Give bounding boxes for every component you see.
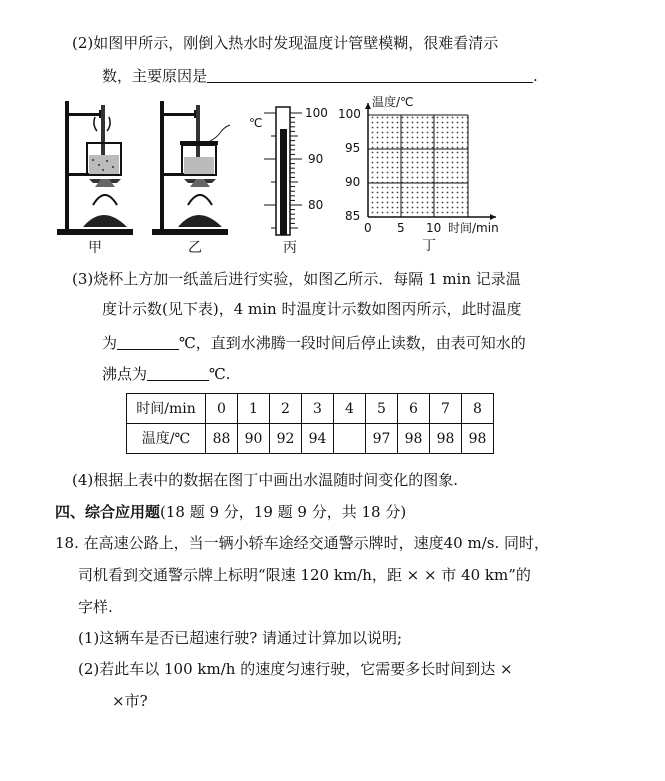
q18-sub2-line1: (2)若此车以 100 km/h 的速度匀速行驶，它需要多长时间到达 × xyxy=(78,660,513,678)
q3-line4-pre: 沸点为 xyxy=(102,365,148,383)
q4-text: (4)根据上表中的数据在图丁中画出水温随时间变化的图象. xyxy=(72,471,459,489)
figure-ding-graph[interactable] xyxy=(360,100,500,225)
graph-ylabel: 温度/℃ xyxy=(372,95,414,109)
graph-ytick-100: 100 xyxy=(338,107,361,121)
graph-xtick-5: 5 xyxy=(397,221,405,235)
q2-line2 xyxy=(102,67,538,84)
table-cell-temp: 88 xyxy=(206,424,238,454)
q18-sub2-line2: ×市? xyxy=(112,692,148,710)
answer-blank-q2[interactable] xyxy=(207,67,533,83)
table-cell-time: 0 xyxy=(206,394,238,424)
figure-jia-label: 甲 xyxy=(88,240,102,256)
figure-yi-label: 乙 xyxy=(188,240,202,256)
table-cell-time: 8 xyxy=(462,394,494,424)
q3-line4-post: ℃. xyxy=(209,365,231,383)
table-cell-temp: 97 xyxy=(366,424,398,454)
q3-line4 xyxy=(102,365,231,382)
graph-xtick-0: 0 xyxy=(364,221,372,235)
thermometer-tick-100: 100 xyxy=(305,106,328,120)
table-cell-temp: 92 xyxy=(270,424,302,454)
q18-line1: 18. 在高速公路上，当一辆小轿车途经交通警示牌时，速度40 m/s. 同时， xyxy=(55,534,549,552)
table-cell-temp: 98 xyxy=(430,424,462,454)
q18-sub1: (1)这辆车是否已超速行驶? 请通过计算加以说明; xyxy=(78,629,403,647)
table-cell-time: 5 xyxy=(366,394,398,424)
answer-blank-temperature[interactable] xyxy=(117,334,179,350)
table-head-time: 时间/min xyxy=(127,394,206,424)
temperature-table xyxy=(126,393,494,454)
table-cell-time: 1 xyxy=(238,394,270,424)
table-cell-temp: 98 xyxy=(398,424,430,454)
graph-ytick-90: 90 xyxy=(345,175,361,189)
table-cell-temp-blank[interactable] xyxy=(334,424,366,454)
table-head-temperature: 温度/℃ xyxy=(127,424,206,454)
figure-bing-label: 丙 xyxy=(283,240,297,256)
table-cell-time: 6 xyxy=(398,394,430,424)
table-cell-temp: 90 xyxy=(238,424,270,454)
table-cell-time: 4 xyxy=(334,394,366,424)
thermometer-unit: ℃ xyxy=(249,116,263,130)
q3-line3-pre: 为 xyxy=(102,334,118,352)
table-cell-temp: 98 xyxy=(462,424,494,454)
figure-jia-apparatus xyxy=(55,95,135,240)
q2-line1: (2)如图甲所示，刚倒入热水时发现温度计管壁模糊，很难看清示 xyxy=(72,34,499,52)
q3-line1: (3)烧杯上方加一纸盖后进行实验，如图乙所示．每隔 1 min 记录温 xyxy=(72,270,521,288)
table-cell-time: 2 xyxy=(270,394,302,424)
table-row-time xyxy=(127,394,494,424)
graph-xtick-10: 10 xyxy=(426,221,442,235)
figure-yi-apparatus xyxy=(150,95,240,240)
answer-blank-boiling-point[interactable] xyxy=(147,365,209,381)
section4-heading xyxy=(55,505,406,520)
q2-line2-text: 数，主要原因是 xyxy=(102,67,208,85)
table-cell-temp: 94 xyxy=(302,424,334,454)
figure-ding-label: 丁 xyxy=(422,238,436,254)
graph-ytick-85: 85 xyxy=(345,209,361,223)
thermometer-tick-90: 90 xyxy=(308,152,324,166)
table-row-temperature xyxy=(127,424,494,454)
graph-ytick-95: 95 xyxy=(345,141,361,155)
q3-line3-post: ℃，直到水沸腾一段时间后停止读数，由表可知水的 xyxy=(179,334,526,352)
q18-line2: 司机看到交通警示牌上标明“限速 120 km/h，距 × × 市 40 km”的 xyxy=(78,566,531,584)
section4-title: 四、综合应用题 xyxy=(55,503,161,521)
q2-end: . xyxy=(533,67,538,85)
section4-note: (18 题 9 分，19 题 9 分，共 18 分) xyxy=(160,503,407,521)
q3-line3 xyxy=(102,334,526,351)
table-cell-time: 7 xyxy=(430,394,462,424)
graph-xlabel: 时间/min xyxy=(448,221,499,235)
thermometer-tick-80: 80 xyxy=(308,198,324,212)
q3-line2: 度计示数(见下表)，4 min 时温度计示数如图丙所示，此时温度 xyxy=(102,300,522,318)
q18-line3: 字样. xyxy=(78,598,113,616)
table-cell-time: 3 xyxy=(302,394,334,424)
